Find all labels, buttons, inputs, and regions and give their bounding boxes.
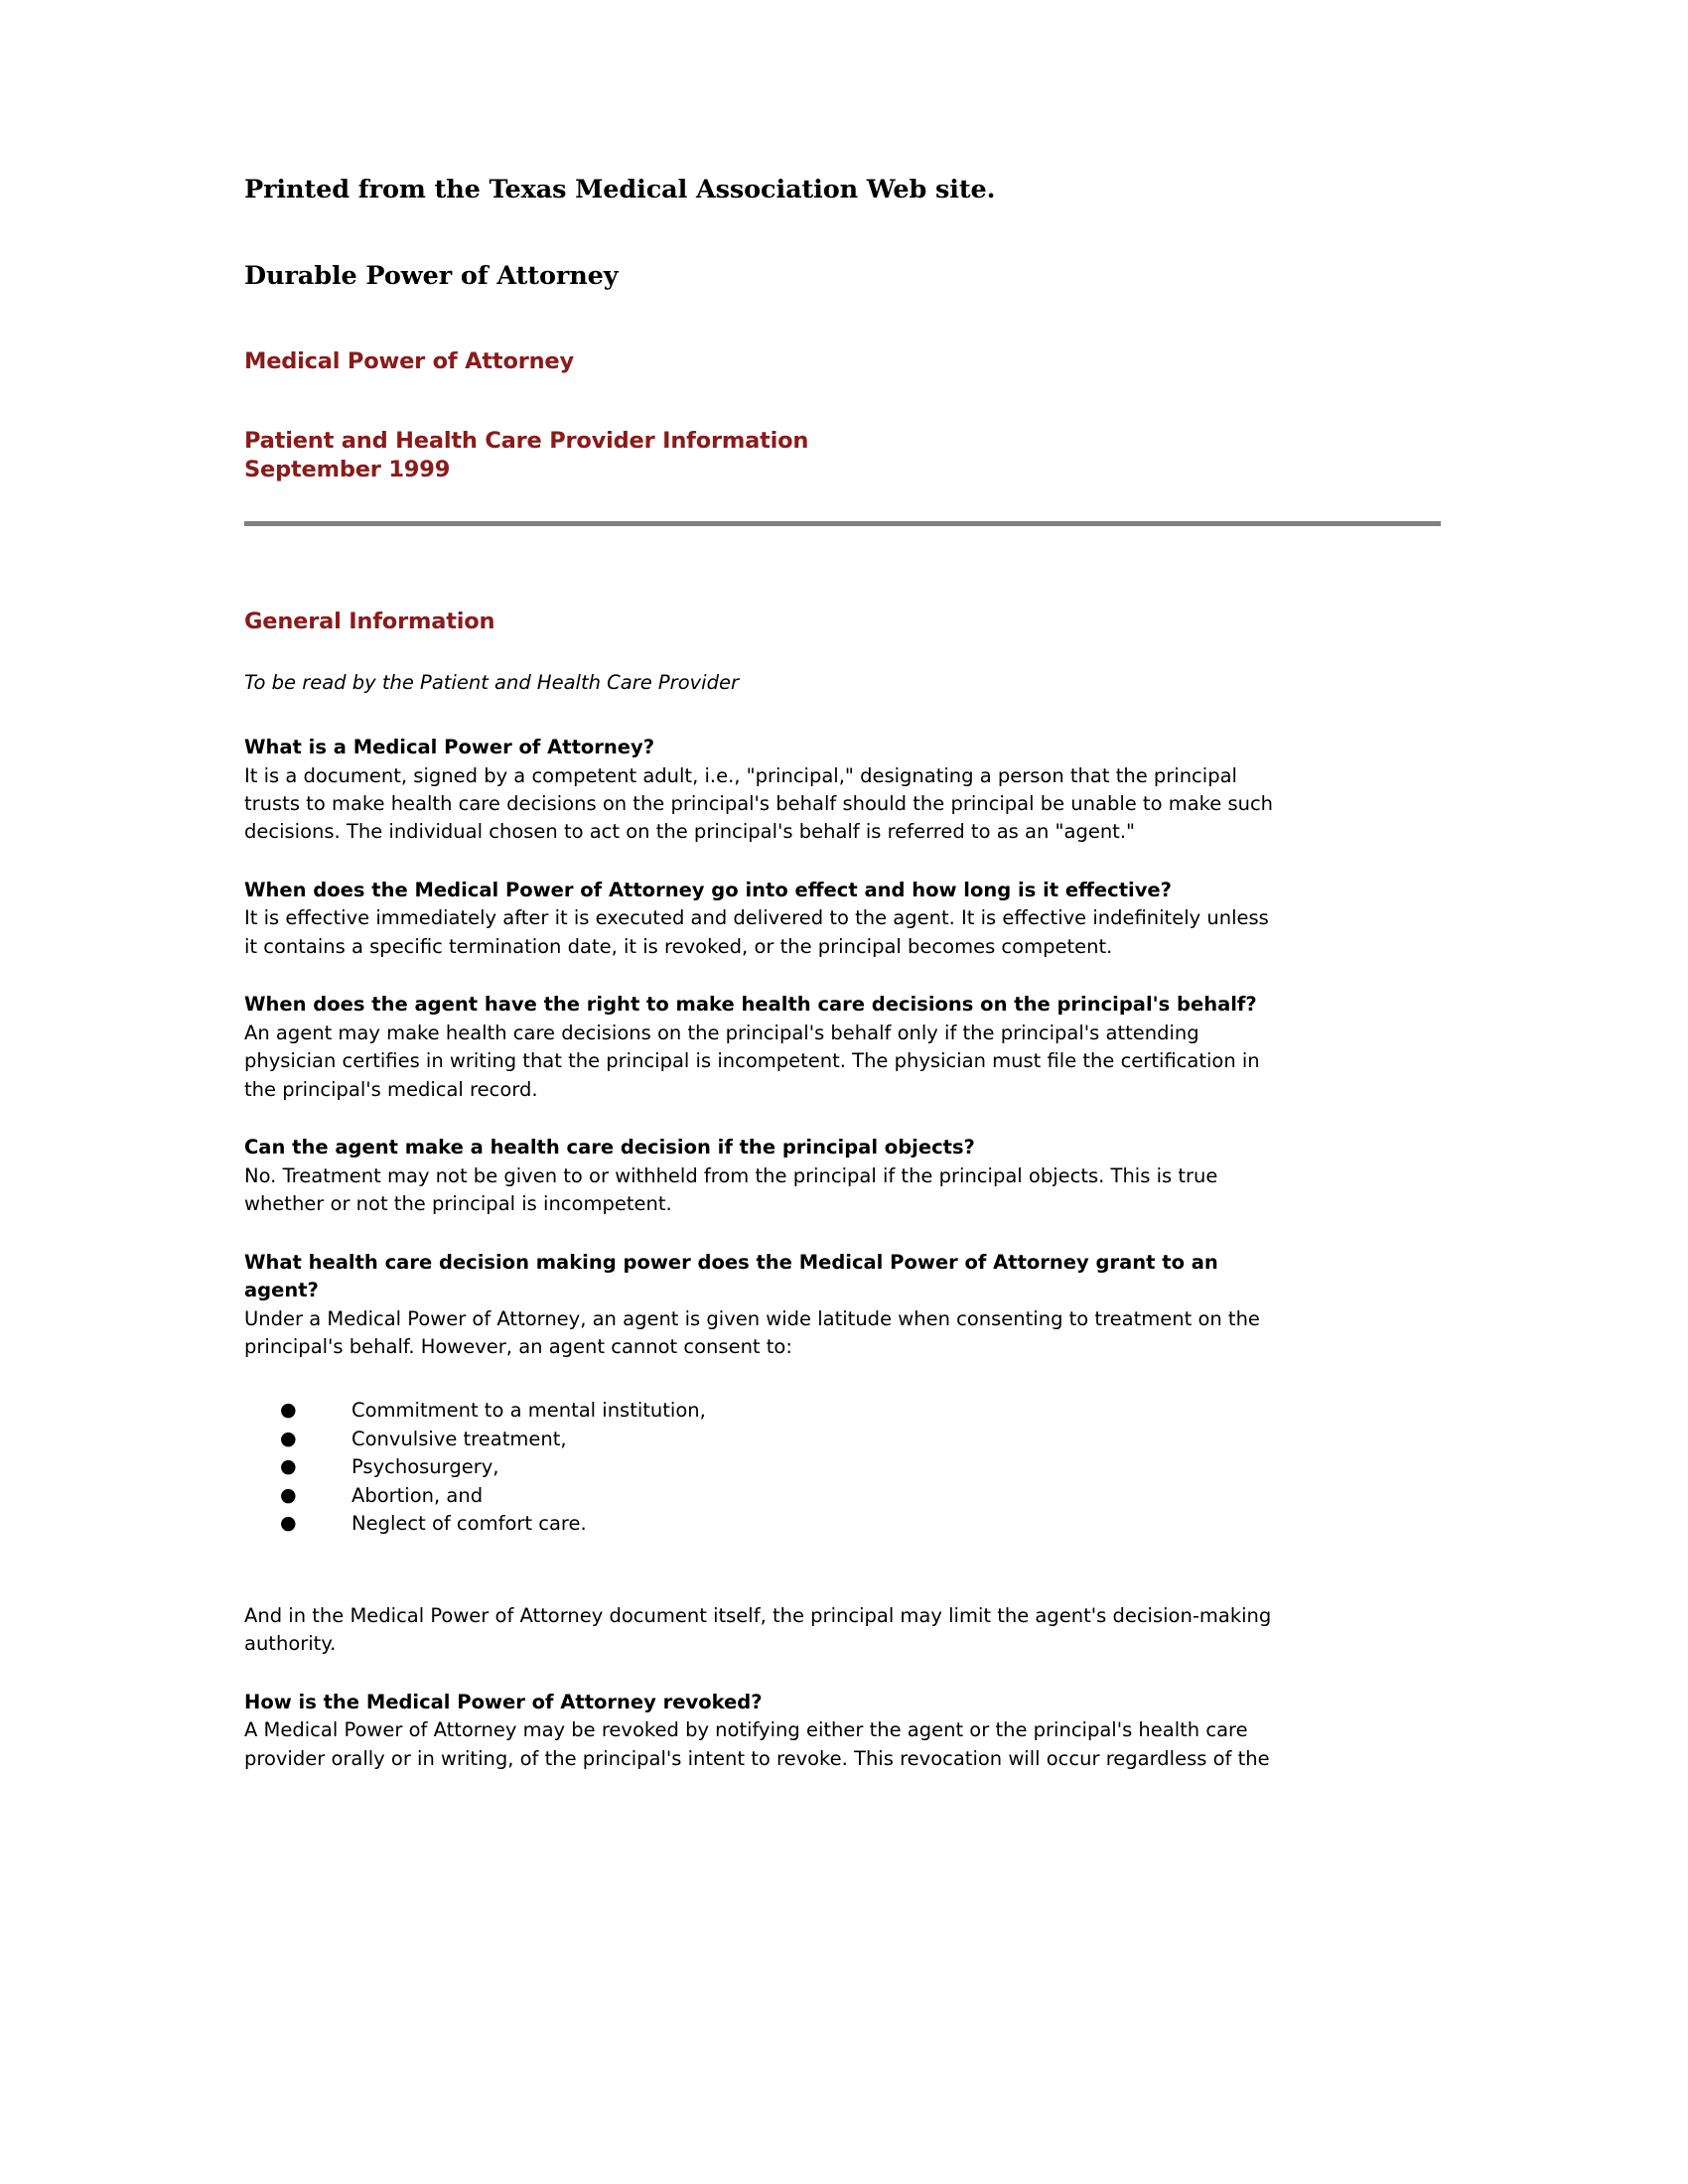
spacer xyxy=(244,204,1441,263)
list-item-label: Abortion, and xyxy=(352,1483,484,1507)
list-item xyxy=(280,1482,1441,1510)
qa-answer-line: It is effective immediately after it is executed and delivered to the agent. It is effective indefinitely unless xyxy=(244,906,1269,930)
qa-question xyxy=(244,991,1441,1019)
read-by-note: To be read by the Patient and Health Care Provider xyxy=(244,670,739,694)
qa-answer-line: whether or not the principal is incompetent. xyxy=(244,1192,672,1216)
qa-answer xyxy=(244,1162,1441,1219)
qa-block xyxy=(244,1134,1441,1218)
qa-block xyxy=(244,991,1441,1104)
qa-answer-line: An agent may make health care decisions on the principal's behalf only if the principal's attending xyxy=(244,1021,1199,1044)
qa-question xyxy=(244,1134,1441,1161)
restrictions-list xyxy=(244,1397,1441,1538)
printed-from-heading: Printed from the Texas Medical Association Web site. xyxy=(244,175,996,205)
list-item xyxy=(280,1453,1441,1481)
list-item-label: Neglect of comfort care. xyxy=(352,1512,587,1536)
document-content xyxy=(244,177,1441,1773)
bullet-icon: ● xyxy=(280,1427,297,1449)
qa-question-line: What health care decision making power does the Medical Power of Attorney grant to an xyxy=(244,1250,1218,1274)
qa-answer xyxy=(244,904,1441,961)
qa-question-line: How is the Medical Power of Attorney revoked? xyxy=(244,1690,763,1713)
spacer xyxy=(244,1659,1441,1689)
spacer xyxy=(244,696,1441,734)
qa-block xyxy=(244,1249,1441,1362)
qa-question xyxy=(244,1249,1441,1305)
spacer xyxy=(244,1539,1441,1602)
qa-answer-line: the principal's medical record. xyxy=(244,1077,538,1101)
qa-question xyxy=(244,734,1441,761)
list-item xyxy=(280,1510,1441,1538)
qa-block xyxy=(244,877,1441,961)
qa-answer-line: A Medical Power of Attorney may be revoked by notifying either the agent or the principal's health care xyxy=(244,1718,1248,1742)
qa-question-line: Can the agent make a health care decision if the principal objects? xyxy=(244,1136,975,1160)
qa-block-revoked xyxy=(244,1689,1441,1773)
spacer xyxy=(244,290,1441,347)
qa-answer-line: decisions. The individual chosen to act on the principal's behalf is referred to as an "agent." xyxy=(244,820,1135,844)
general-information-heading: General Information xyxy=(244,608,495,634)
durable-power-of-attorney-title: Durable Power of Attorney xyxy=(244,260,619,291)
spacer xyxy=(244,564,1441,608)
qa-question-line: What is a Medical Power of Attorney? xyxy=(244,736,655,759)
qa-question-line: When does the agent have the right to make health care decisions on the principal's behalf? xyxy=(244,993,1257,1017)
divider-wrapper xyxy=(244,484,1441,564)
list-item xyxy=(280,1397,1441,1425)
list-item-label: Convulsive treatment, xyxy=(352,1427,567,1450)
qa-question xyxy=(244,1689,1441,1716)
spacer xyxy=(244,636,1441,670)
qa-question-line: When does the Medical Power of Attorney go into effect and how long is it effective? xyxy=(244,878,1172,901)
qa-answer xyxy=(244,762,1441,847)
qa-block xyxy=(244,734,1441,847)
qa-answer xyxy=(244,1305,1441,1362)
qa-answer-line: principal's behalf. However, an agent cannot consent to: xyxy=(244,1335,792,1358)
qa-answer-line: It is a document, signed by a competent adult, i.e., "principal," designating a person that the principal xyxy=(244,763,1237,787)
bullet-icon: ● xyxy=(280,1399,297,1422)
qa-answer-line: trusts to make health care decisions on the principal's behalf should the principal be unable to make such xyxy=(244,791,1274,815)
list-item xyxy=(280,1426,1441,1453)
list-item-label: Psychosurgery, xyxy=(352,1455,499,1479)
list-item-label: Commitment to a mental institution, xyxy=(352,1399,706,1423)
qa-answer xyxy=(244,1020,1441,1104)
bullet-icon: ● xyxy=(280,1455,297,1478)
horizontal-rule xyxy=(244,521,1441,526)
spacer xyxy=(244,375,1441,427)
qa-answer-line: it contains a specific termination date, it is revoked, or the principal becomes competent. xyxy=(244,934,1113,958)
patient-provider-info-subtitle: Patient and Health Care Provider Information xyxy=(244,428,809,455)
qa-answer xyxy=(244,1716,1441,1773)
closing-paragraph-line: And in the Medical Power of Attorney document itself, the principal may limit the agent's decision-making xyxy=(244,1603,1272,1627)
qa-answer-line: No. Treatment may not be given to or withheld from the principal if the principal objects. This is true xyxy=(244,1163,1218,1187)
qa-answer-line: physician certifies in writing that the principal is incompetent. The physician must file the certification in xyxy=(244,1049,1260,1073)
closing-paragraph-line: authority. xyxy=(244,1632,337,1656)
bullet-icon: ● xyxy=(280,1512,297,1535)
qa-question-line: agent? xyxy=(244,1279,319,1302)
closing-paragraph xyxy=(244,1602,1441,1659)
qa-answer-line: provider orally or in writing, of the principal's intent to revoke. This revocation will occur regardless of the xyxy=(244,1746,1270,1770)
qa-answer-line: Under a Medical Power of Attorney, an agent is given wide latitude when consenting to treatment on the xyxy=(244,1306,1260,1330)
qa-question xyxy=(244,877,1441,904)
bullet-icon: ● xyxy=(280,1483,297,1506)
publication-date: September 1999 xyxy=(244,457,451,483)
medical-power-of-attorney-title: Medical Power of Attorney xyxy=(244,347,574,374)
